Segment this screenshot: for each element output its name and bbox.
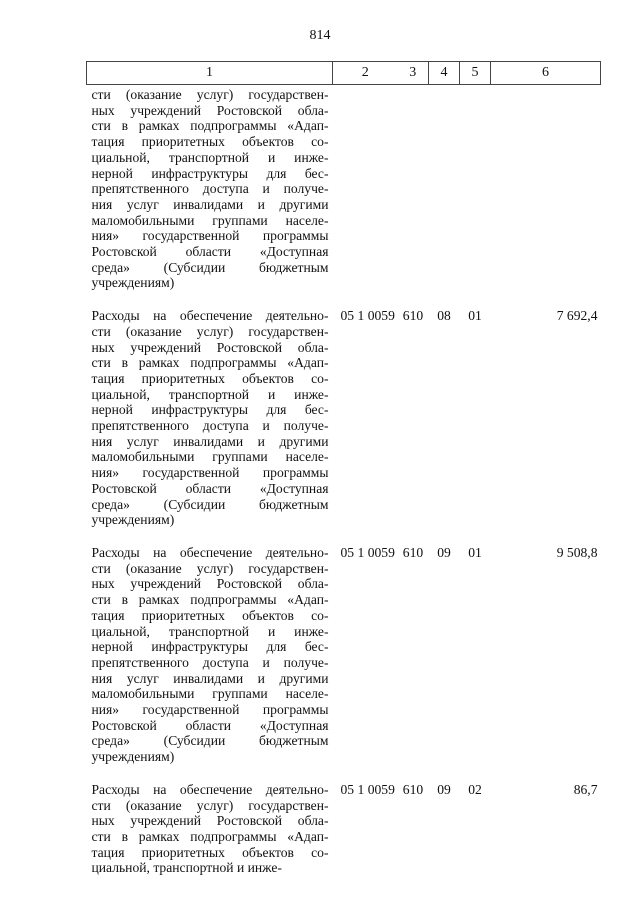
section-code [429,85,460,304]
subsection-code: 01 [468,308,482,324]
expense-description [87,540,333,777]
expense-type-code: 610 [402,781,424,797]
target-article-code [333,85,398,304]
description-line: нерной инфраструктуры для бес- [91,402,329,418]
table-header [87,62,601,85]
table-row [87,85,601,304]
page-number: 814 [309,28,331,43]
description-line: нерной инфраструктуры для бес- [91,165,329,181]
header-col-5: 5 [460,62,491,85]
target-article-code: 05 1 0059 [340,781,395,797]
subsection-code: 02 [468,781,482,797]
expense-type-code [398,85,429,304]
description-line: сти в рамках подпрограммы «Адап- [91,592,329,608]
description-line: тация приоритетных объектов со- [91,134,329,150]
subsection-code: 01 [468,544,482,560]
target-article-code: 05 1 0059 [340,308,395,324]
description-line: Расходы на обеспечение деятельно- [91,781,329,797]
table-body [87,85,601,877]
description-line: ных учреждений Ростовской обла- [91,339,329,355]
description-line: Ростовской области «Доступная [91,244,329,260]
header-col-3: 3 [398,62,429,85]
description-line: сти (оказание услуг) государствен- [91,560,329,576]
expense-description [87,777,333,876]
description-line: ных учреждений Ростовской обла- [91,813,329,829]
description-line: препятственного доступа и получе- [91,418,329,434]
description-line: циальной, транспортной и инже- [91,386,329,402]
description-line: тация приоритетных объектов со- [91,607,329,623]
description-line: учреждениям) [91,749,175,765]
description-line: ния» государственной программы [91,465,329,481]
section-code: 09 [437,781,451,797]
section-code: 08 [437,308,451,324]
expense-type-code: 610 [402,308,424,324]
description-line: ния услуг инвалидами и другими [91,670,329,686]
description-line: среда» (Субсидии бюджетным [91,733,329,749]
description-line: маломобильными группами населе- [91,686,329,702]
table-row [87,777,601,876]
description-line: циальной, транспортной и инже- [91,149,329,165]
header-col-6: 6 [491,62,601,85]
description-line: сти (оказание услуг) государствен- [91,323,329,339]
description-line: тация приоритетных объектов со- [91,844,329,860]
table-row [87,540,601,777]
description-line: среда» (Субсидии бюджетным [91,496,329,512]
description-line: Ростовской области «Доступная [91,480,329,496]
description-line: среда» (Субсидии бюджетным [91,259,329,275]
description-line: учреждениям) [91,275,175,291]
description-line: препятственного доступа и получе- [91,654,329,670]
description-line: сти в рамках подпрограммы «Адап- [91,355,329,371]
expense-description [87,303,333,540]
description-line: нерной инфраструктуры для бес- [91,639,329,655]
description-line: циальной, транспортной и инже- [91,623,329,639]
description-line: Расходы на обеспечение деятельно- [91,544,329,560]
description-line: учреждениям) [91,512,175,528]
description-line: ния» государственной программы [91,702,329,718]
description-line: маломобильными группами населе- [91,449,329,465]
header-col-4: 4 [429,62,460,85]
expense-description [87,85,333,304]
description-line: Ростовской области «Доступная [91,717,329,733]
description-line: сти в рамках подпрограммы «Адап- [91,118,329,134]
header-col-2: 2 [333,62,398,85]
description-line: циальной, транспортной и инже- [91,860,282,876]
description-line: ния услуг инвалидами и другими [91,433,329,449]
expense-type-code: 610 [402,544,424,560]
section-code: 09 [437,544,451,560]
description-line: маломобильными группами населе- [91,212,329,228]
table-row [87,303,601,540]
amount [491,85,601,304]
description-line: сти в рамках подпрограммы «Адап- [91,828,329,844]
description-line: препятственного доступа и получе- [91,181,329,197]
description-line: тация приоритетных объектов со- [91,370,329,386]
amount: 86,7 [573,781,598,797]
description-line: ных учреждений Ростовской обла- [91,102,329,118]
description-line: ния услуг инвалидами и другими [91,196,329,212]
description-line: ния» государственной программы [91,228,329,244]
header-col-1: 1 [87,62,333,85]
description-line: сти (оказание услуг) государствен- [91,87,329,102]
description-line: ных учреждений Ростовской обла- [91,576,329,592]
amount: 7 692,4 [556,308,598,324]
description-line: сти (оказание услуг) государствен- [91,797,329,813]
description-line: Расходы на обеспечение деятельно- [91,308,329,324]
budget-table [86,61,601,876]
amount: 9 508,8 [556,544,598,560]
target-article-code: 05 1 0059 [340,544,395,560]
subsection-code [460,85,491,304]
